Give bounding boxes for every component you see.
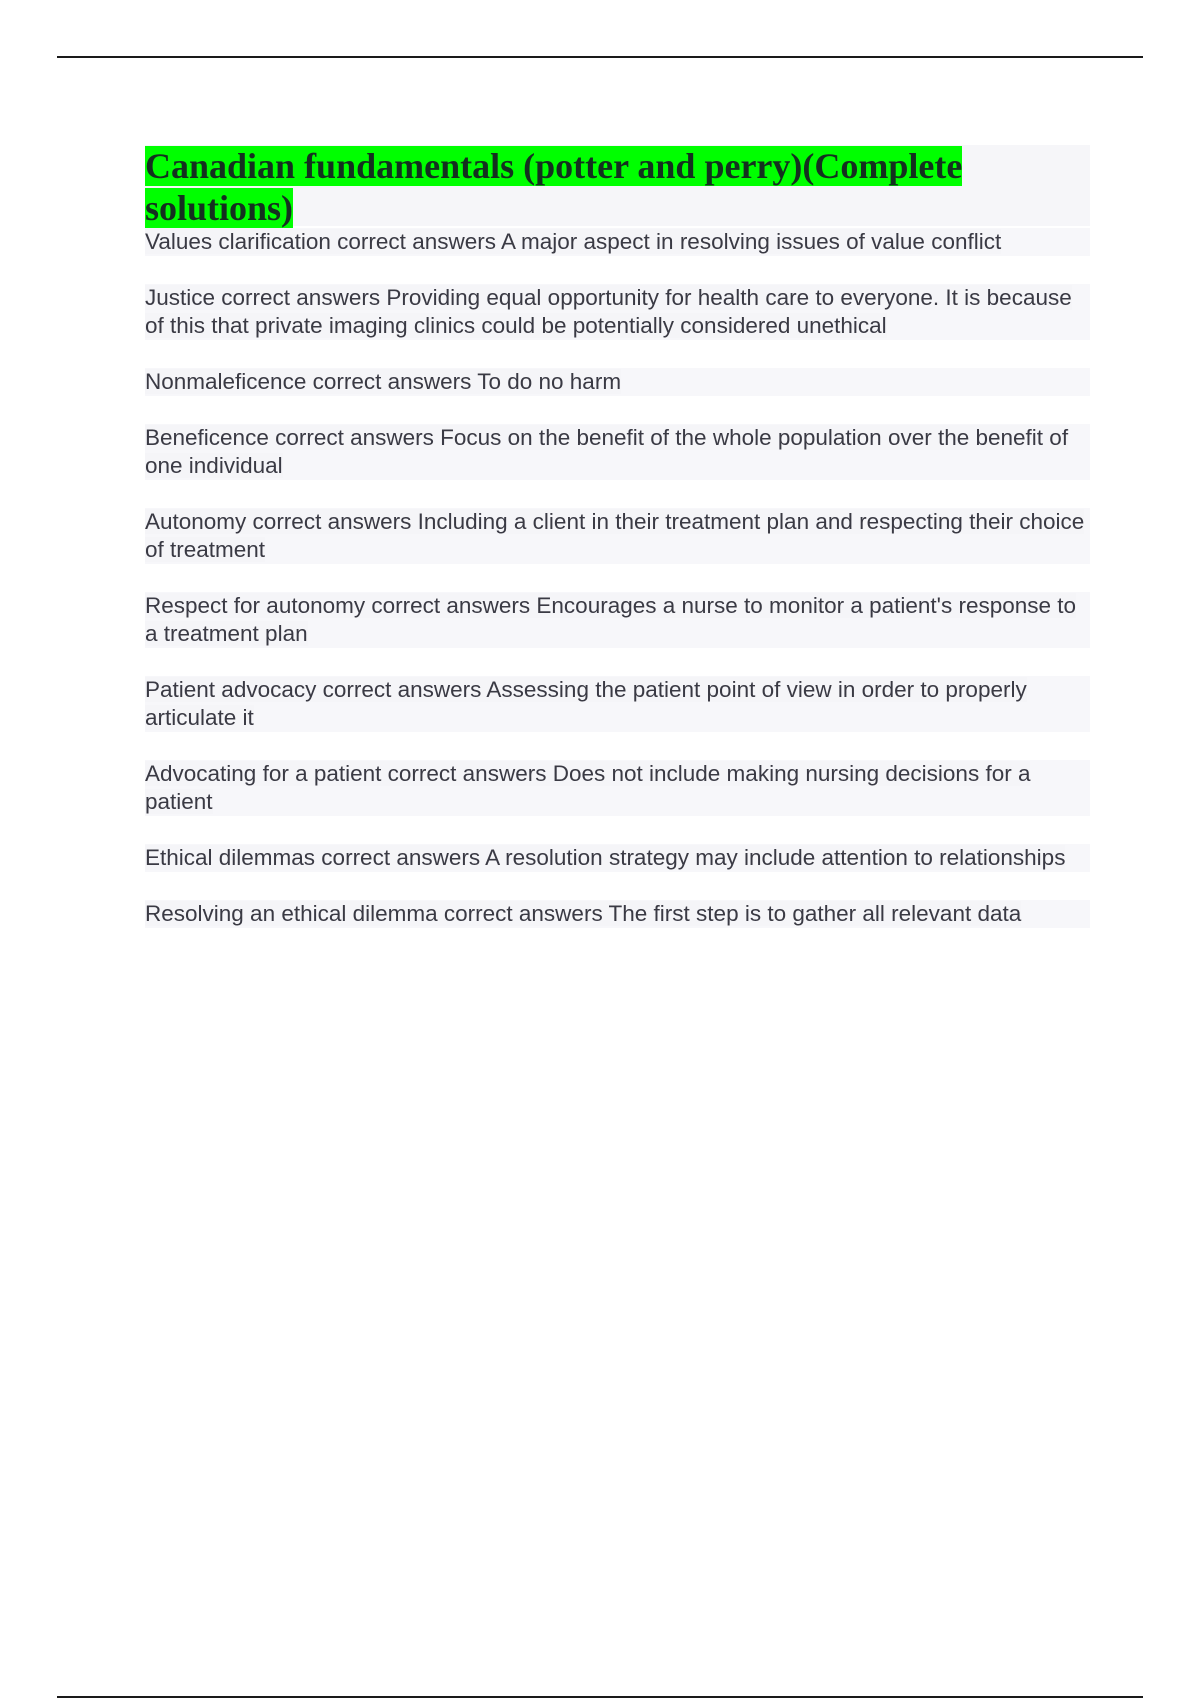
entry-5 (145, 508, 1090, 564)
document-title-text: Canadian fundamentals (potter and perry)(Complete solutions) (145, 146, 963, 228)
entry-6 (145, 592, 1090, 648)
entry-9 (145, 844, 1090, 872)
entry-4 (145, 424, 1090, 480)
document-body (145, 145, 1090, 956)
document-title (145, 145, 985, 229)
entry-text: Beneficence correct answers Focus on the benefit of the whole population over the benefit of one individual (145, 425, 1069, 478)
entry-text: Values clarification correct answers A major aspect in resolving issues of value conflict (145, 229, 1002, 254)
entry-text: Nonmaleficence correct answers To do no harm (145, 369, 622, 394)
entry-10 (145, 900, 1090, 928)
entry-text: Ethical dilemmas correct answers A resolution strategy may include attention to relationships (145, 845, 1066, 870)
entry-text: Patient advocacy correct answers Assessing the patient point of view in order to properly articulate it (145, 677, 1027, 730)
entry-text: Justice correct answers Providing equal opportunity for health care to everyone. It is because of this that private imaging clinics could be potentially considered unethical (145, 285, 1072, 338)
bottom-rule (57, 1696, 1143, 1698)
entry-text: Advocating for a patient correct answers Does not include making nursing decisions for a patient (145, 761, 1031, 814)
entry-text: Resolving an ethical dilemma correct answers The first step is to gather all relevant data (145, 901, 1022, 926)
entry-2 (145, 284, 1090, 340)
entry-1 (145, 228, 1090, 256)
entry-7 (145, 676, 1090, 732)
top-rule (57, 56, 1143, 58)
title-block (145, 145, 1090, 226)
entry-3 (145, 368, 1090, 396)
entry-text: Respect for autonomy correct answers Encourages a nurse to monitor a patient's response to a treatment plan (145, 593, 1077, 646)
entry-text: Autonomy correct answers Including a client in their treatment plan and respecting their choice of treatment (145, 509, 1085, 562)
entry-8 (145, 760, 1090, 816)
